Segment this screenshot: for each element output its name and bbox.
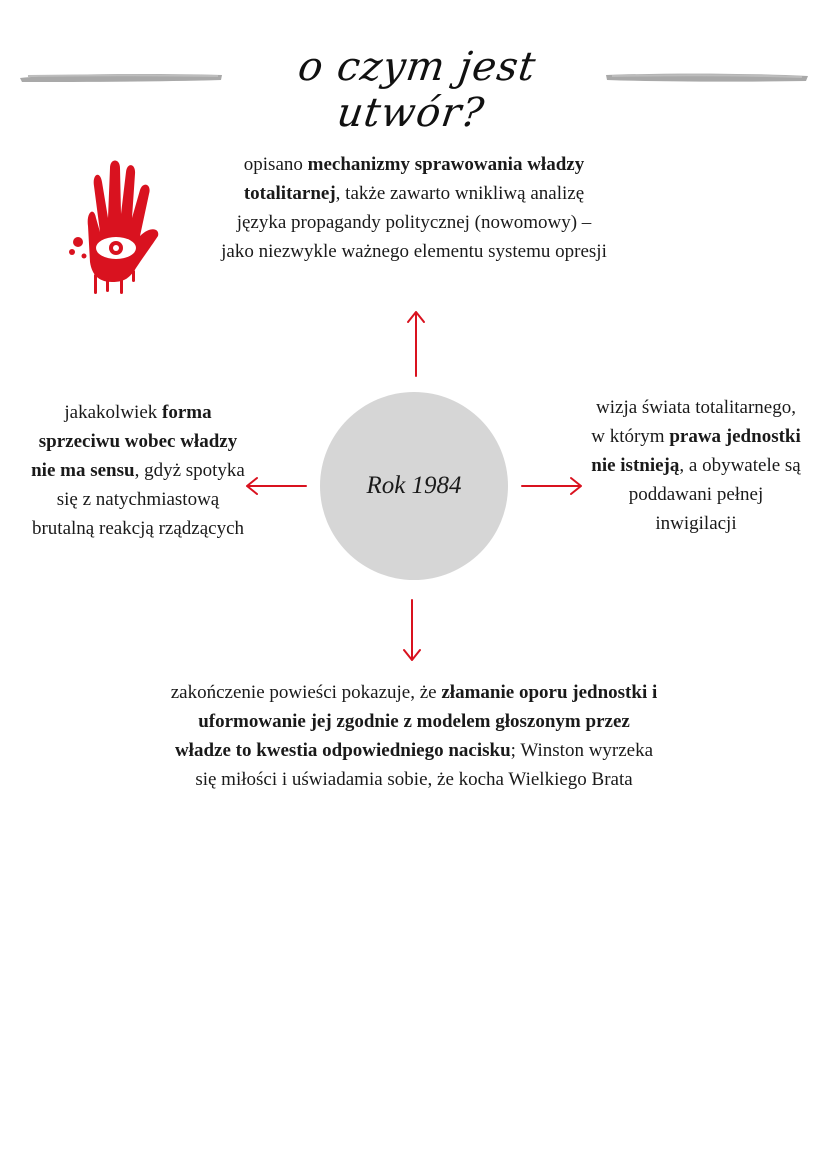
text-right: wizja świata totalitarnego, w którym prawa jednostki nie istnieją, a obywatele są poddawani pełnej inwigilacji <box>591 397 801 534</box>
bloody-hand-eye-icon <box>64 156 164 296</box>
text-top: opisano mechanizmy sprawowania władzy totalitarnej, także zawarto wnikliwą analizę języka propagandy politycznej (nowomowy) – jako niezwykle ważnego elementu systemu opresji <box>221 154 607 262</box>
center-label: Rok 1984 <box>366 472 462 499</box>
arrow-down-icon <box>400 598 424 664</box>
arrow-right-icon <box>520 474 584 498</box>
brush-divider-right <box>604 64 810 88</box>
center-circle <box>320 392 508 580</box>
page-title: o czym jest utwór? <box>295 44 540 136</box>
arrow-up-icon <box>404 308 428 378</box>
arrow-left-icon <box>244 474 308 498</box>
text-left: jakakolwiek forma sprzeciwu wobec władzy nie ma sensu, gdyż spotyka się z natychmiastową brutalną reakcją rządzących <box>31 402 245 539</box>
brush-divider-left <box>18 64 224 88</box>
text-bottom: zakończenie powieści pokazuje, że złamanie oporu jednostki i uformowanie jej zgodnie z modelem głoszonym przez władze to kwestia odpowiedniego nacisku; Winston wyrzeka się miłości i uświadamia sobie, że kocha Wielkiego Brata <box>170 682 658 790</box>
